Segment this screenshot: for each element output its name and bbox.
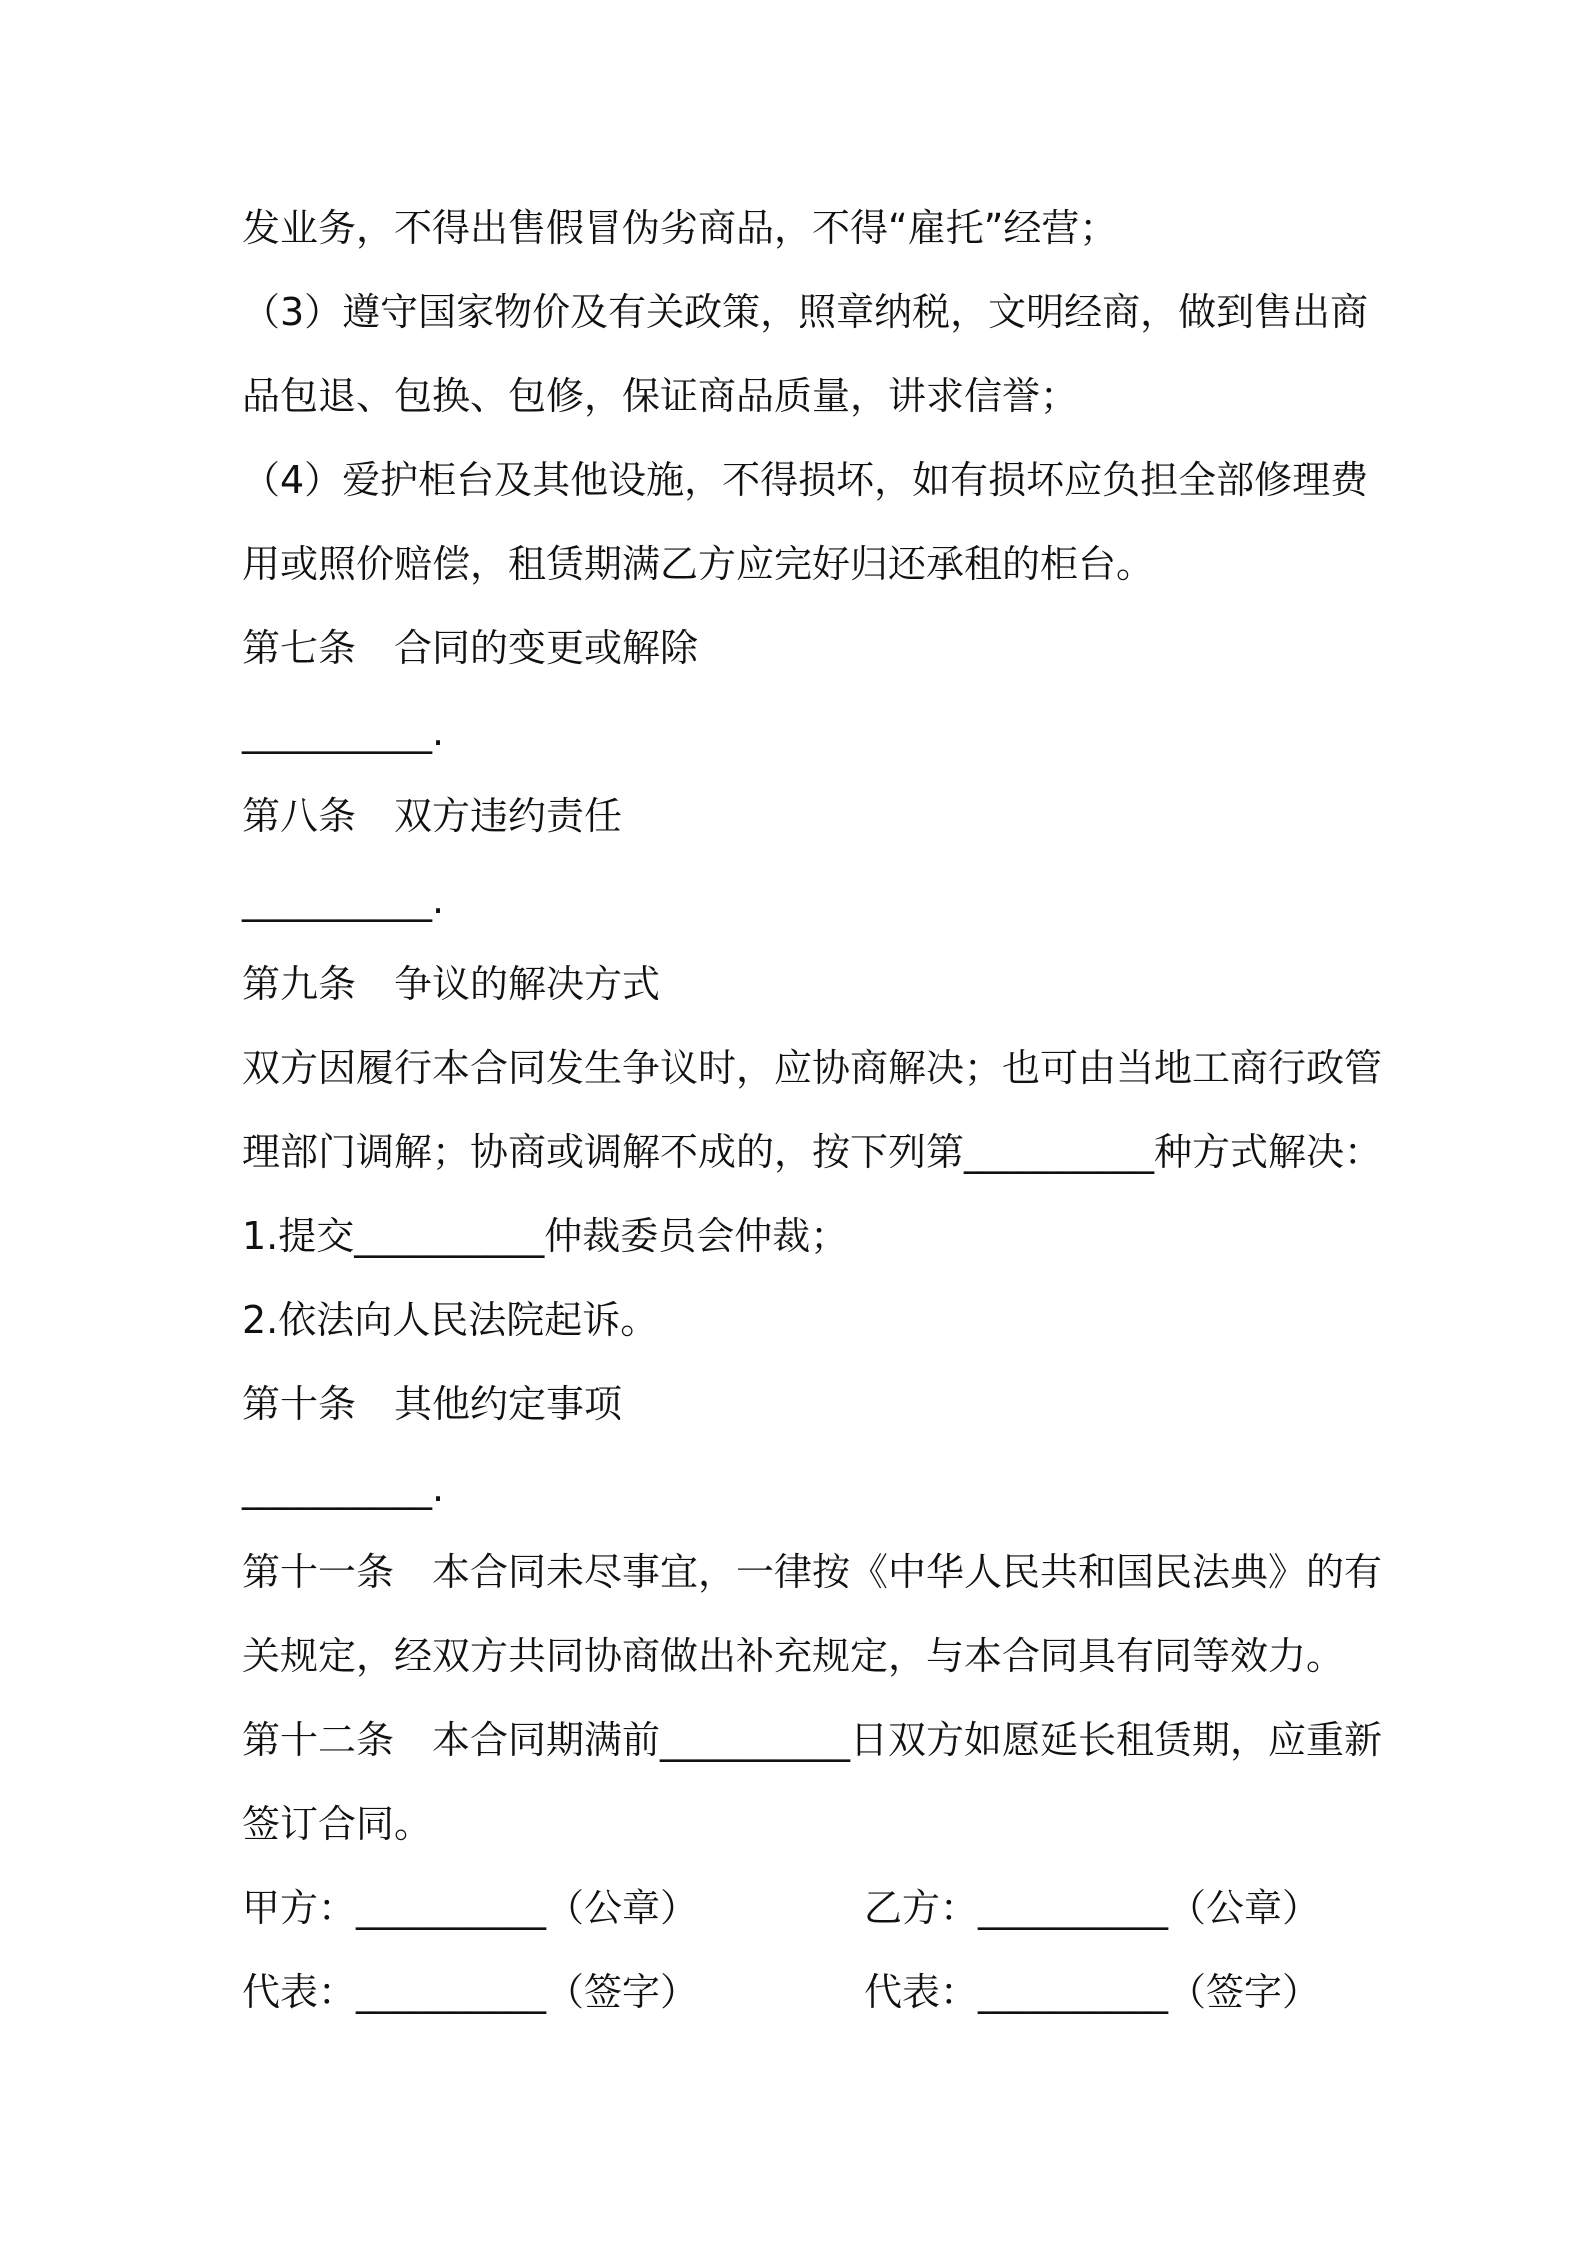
text-line: 1.提交__________仲裁委员会仲裁；: [242, 1214, 849, 1258]
article-heading: 第十条 其他约定事项: [242, 1382, 623, 1426]
party-b-signature: 乙方：__________（公章）: [864, 1886, 1321, 1930]
party-a-signature: 甲方：__________（公章）: [242, 1886, 699, 1930]
text-line: 2.依法向人民法院起诉。: [242, 1298, 659, 1342]
text-line: 关规定，经双方共同协商做出补充规定，与本合同具有同等效力。: [242, 1634, 1345, 1678]
article-heading: 第八条 双方违约责任: [242, 794, 623, 838]
article-heading: 第七条 合同的变更或解除: [242, 626, 699, 670]
text-line: 用或照价赔偿，租赁期满乙方应完好归还承租的柜台。: [242, 542, 1155, 586]
blank-line: __________.: [242, 1466, 445, 1510]
text-line: （4）爱护柜台及其他设施，不得损坏，如有损坏应负担全部修理费: [242, 458, 1369, 502]
party-b-representative: 代表：__________（签字）: [864, 1970, 1321, 2014]
article-heading: 第九条 争议的解决方式: [242, 962, 661, 1006]
text-line: 双方因履行本合同发生争议时，应协商解决；也可由当地工商行政管: [242, 1046, 1383, 1090]
blank-line: __________.: [242, 878, 445, 922]
text-line: 理部门调解；协商或调解不成的，按下列第__________种方式解决：: [242, 1130, 1383, 1174]
text-line: 品包退、包换、包修，保证商品质量，讲求信誉；: [242, 374, 1079, 418]
text-line: （3）遵守国家物价及有关政策，照章纳税，文明经商，做到售出商: [242, 290, 1369, 334]
text-line: 签订合同。: [242, 1802, 433, 1846]
article-heading: 第十二条 本合同期满前__________日双方如愿延长租赁期，应重新: [242, 1718, 1383, 1762]
blank-line: __________.: [242, 710, 445, 754]
party-a-representative: 代表：__________（签字）: [242, 1970, 699, 2014]
article-heading: 第十一条 本合同未尽事宜，一律按《中华人民共和国民法典》的有: [242, 1550, 1383, 1594]
text-line: 发业务，不得出售假冒伪劣商品，不得“雇托”经营；: [242, 206, 1118, 250]
